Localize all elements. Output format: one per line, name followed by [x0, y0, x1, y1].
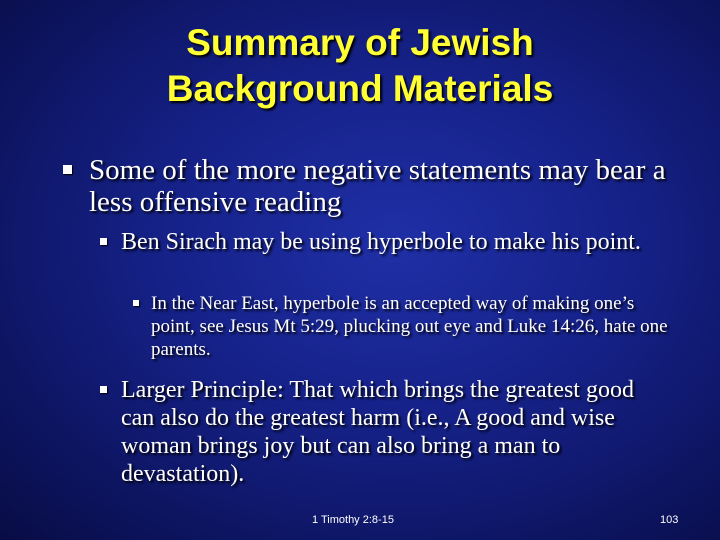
square-bullet-icon	[63, 165, 72, 174]
bullet-level-2-second-text: Larger Principle: That which brings the greatest good can also do the greatest harm (i.e., A good and wise woman brings joy but can also bring a man to devastation).	[121, 377, 634, 487]
slide-number: 103	[660, 514, 679, 526]
bullet-level-2-first-text: Ben Sirach may be using hyperbole to make his point.	[121, 229, 641, 255]
bullet-level-3-text: In the Near East, hyperbole is an accepted way of making one’s point, see Jesus Mt 5:29, plucking out eye and Luke 14:26, hate one parents.	[151, 293, 668, 360]
square-bullet-icon	[100, 238, 107, 245]
slide-title	[60, 20, 660, 112]
square-bullet-icon	[133, 300, 139, 306]
bullet-level-1-text: Some of the more negative statements may bear a less offensive reading	[89, 154, 666, 218]
footer-reference: 1 Timothy 2:8-15	[312, 514, 394, 526]
square-bullet-icon	[100, 386, 107, 393]
slide-title-line-2: Background Materials	[166, 68, 554, 109]
slide-title-line-1: Summary of Jewish	[186, 22, 534, 63]
